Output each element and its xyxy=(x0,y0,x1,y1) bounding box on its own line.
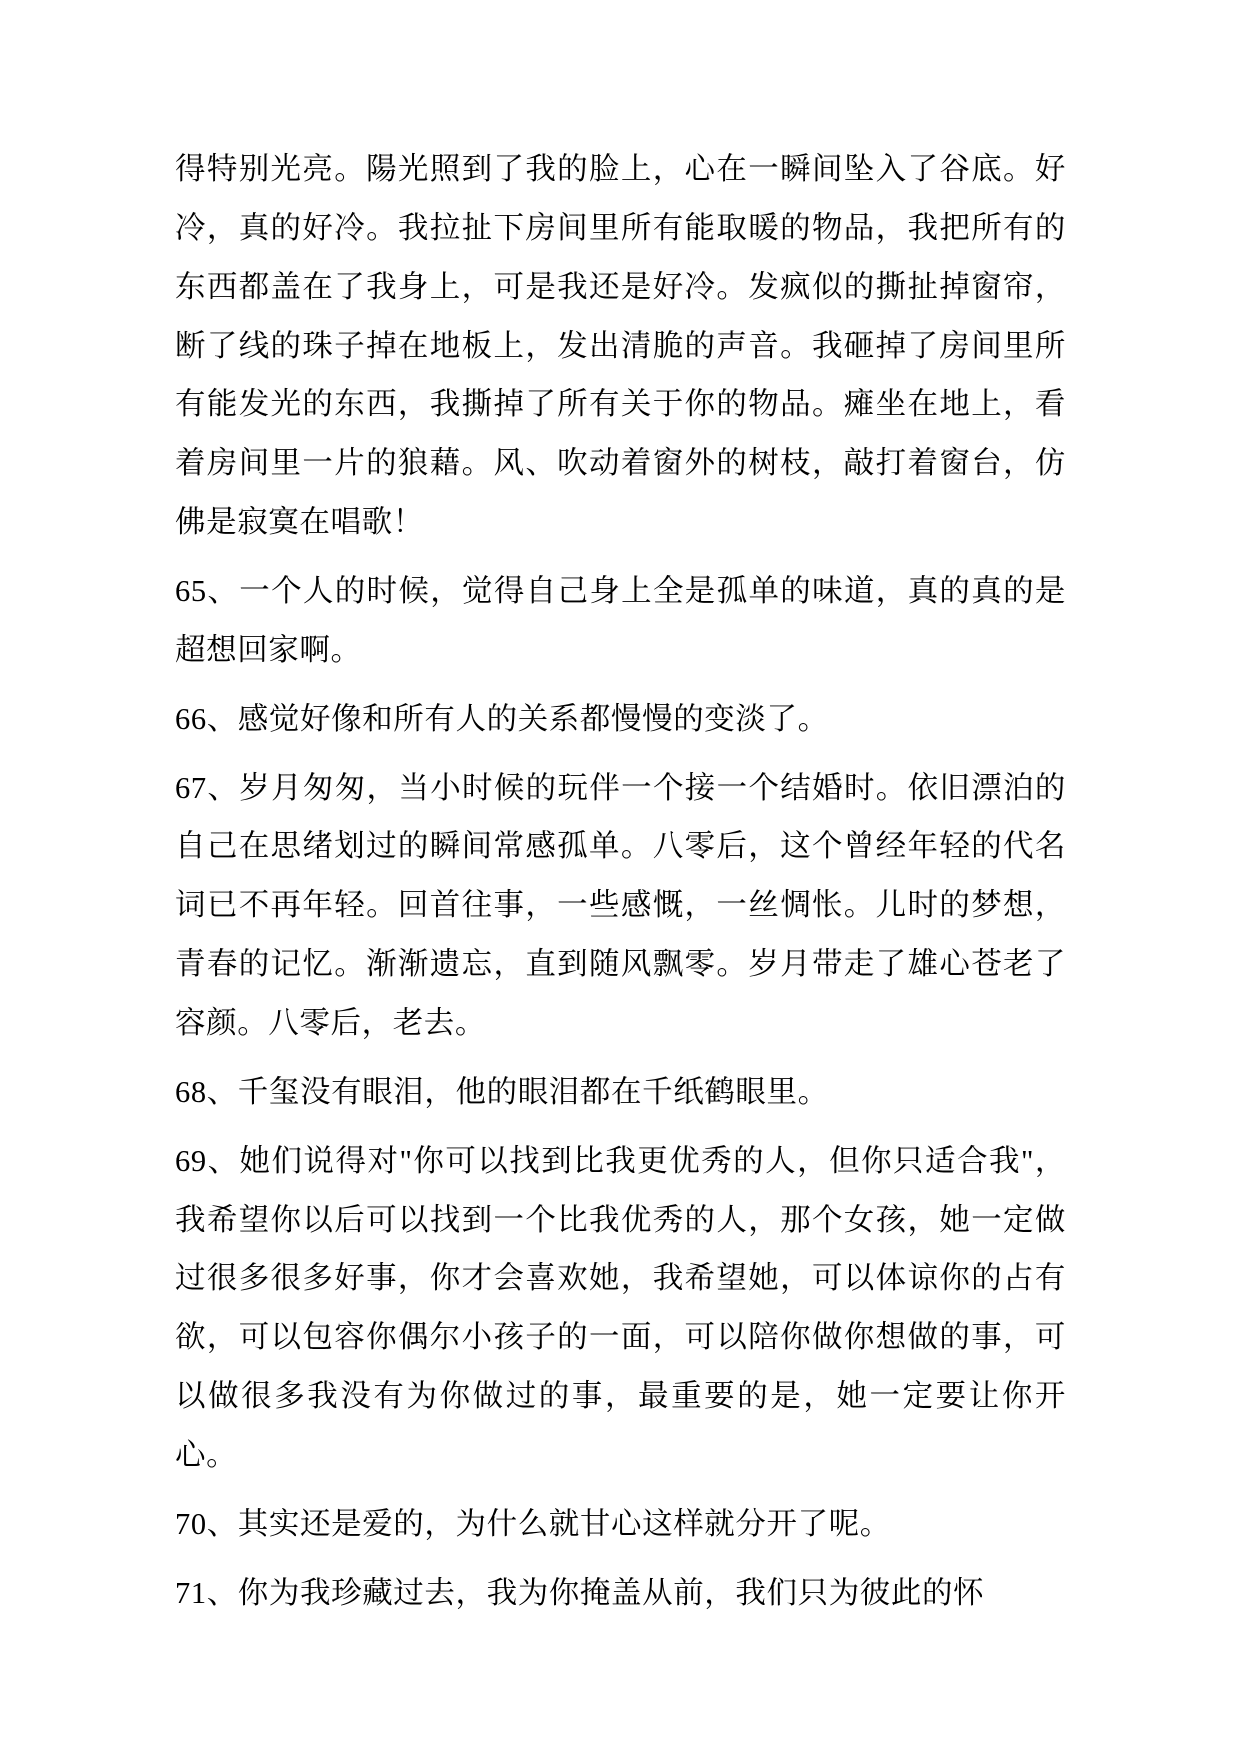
paragraph: 68、千玺没有眼泪，他的眼泪都在千纸鹤眼里。 xyxy=(175,1074,829,1109)
paragraph: 65、一个人的时候，觉得自己身上全是孤单的味道，真的真的是超想回家啊。 xyxy=(175,574,1066,667)
paragraph: 71、你为我珍藏过去，我为你掩盖从前，我们只为彼此的怀 xyxy=(175,1575,985,1610)
paragraph: 67、岁月匆匆，当小时候的玩伴一个接一个结婚时。依旧漂泊的自己在思绪划过的瞬间常感孤单。八零后，这个曾经年轻的代名词已不再年轻。回首往事，一些感慨，一丝惆怅。儿时的梦想，青春的记忆。渐渐遗忘，直到随风飘零。岁月带走了雄心苍老了容颜。八零后，老去。 xyxy=(175,770,1066,1041)
paragraph: 70、其实还是爱的，为什么就甘心这样就分开了呢。 xyxy=(175,1506,891,1541)
document-body xyxy=(175,140,1066,1623)
paragraph: 得特别光亮。陽光照到了我的脸上，心在一瞬间坠入了谷底。好冷，真的好冷。我拉扯下房间里所有能取暖的物品，我把所有的东西都盖在了我身上，可是我还是好冷。发疯似的撕扯掉窗帘，断了线的珠子掉在地板上，发出清脆的声音。我砸掉了房间里所有能发光的东西，我撕掉了所有关于你的物品。瘫坐在地上，看着房间里一片的狼藉。风、吹动着窗外的树枝，敲打着窗台，仿佛是寂寞在唱歌！ xyxy=(175,152,1066,540)
paragraph: 66、感觉好像和所有人的关系都慢慢的变淡了。 xyxy=(175,701,829,736)
paragraph: 69、她们说得对"你可以找到比我更优秀的人，但你只适合我"，我希望你以后可以找到一个比我优秀的人，那个女孩，她一定做过很多很多好事，你才会喜欢她，我希望她，可以体谅你的占有欲，可以包容你偶尔小孩子的一面，可以陪你做你想做的事，可以做很多我没有为你做过的事，最重要的是，她一定要让你开心。 xyxy=(175,1143,1066,1473)
